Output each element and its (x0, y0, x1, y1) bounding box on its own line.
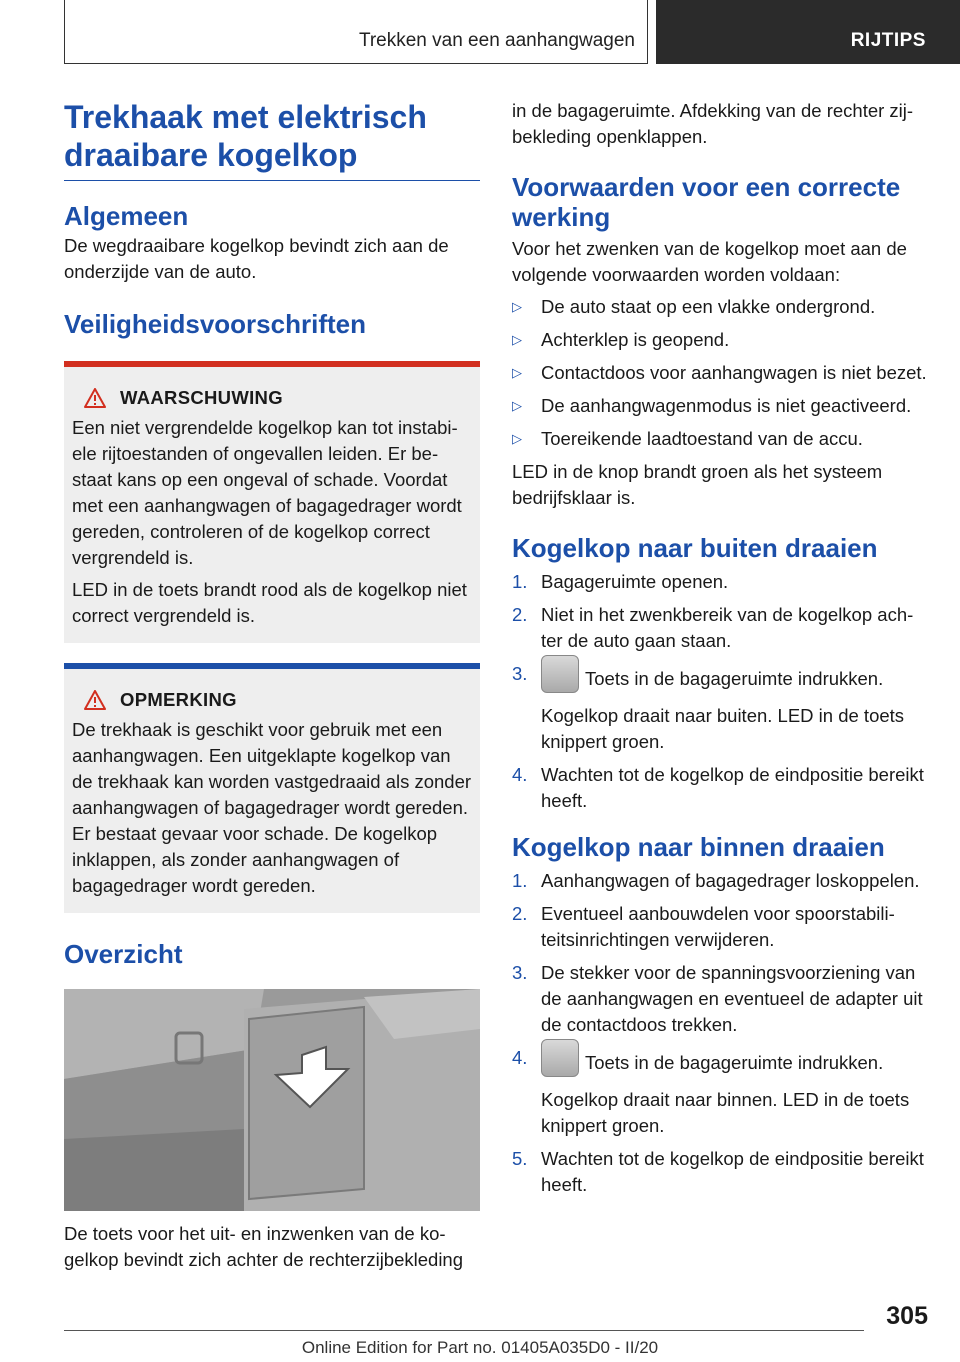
step-body (541, 569, 728, 595)
condition-text: Toereikende laadtoestand van de accu. (541, 428, 863, 449)
out-steps-list (512, 569, 928, 814)
triangle-bullet-icon: ▷ (512, 365, 522, 380)
warning-label: WAARSCHUWING (120, 387, 283, 408)
step-item (512, 602, 928, 654)
warning-box (64, 361, 480, 643)
step-text: Eventueel aanbouwdelen voor spoorstabiliteitsinrichtingen verwijderen. (541, 903, 895, 950)
step-text: Bagageruimte openen. (541, 571, 729, 592)
right-column (512, 98, 928, 1205)
condition-item (512, 327, 928, 353)
continued-text: in de bagageruimte. Afdekking van de rechter zijbekleding openklappen. (512, 100, 914, 147)
step-result-text: Kogelkop draait naar binnen. LED in de toets knippert groen. (541, 1089, 910, 1136)
step-text: Wachten tot de kogelkop de eindpositie bereikt heeft. (541, 1148, 924, 1195)
triangle-bullet-icon: ▷ (512, 431, 522, 446)
step-item (512, 901, 928, 953)
step-number: 2. (512, 903, 528, 924)
step-line (541, 1045, 928, 1083)
page-number: 305 (886, 1302, 928, 1330)
condition-item (512, 426, 928, 452)
conditions-outro: LED in de knop brandt groen als het systeem bedrijfsklaar is. (512, 461, 883, 508)
general-text: De wegdraaibare kogelkop bevindt zich aan de onderzijde van de auto. (64, 235, 449, 282)
step-line (541, 1146, 928, 1198)
step-line (541, 661, 928, 699)
header-section-title: Trekken van een aanhangwagen (358, 30, 635, 51)
step-body (541, 1045, 928, 1139)
step-body (541, 901, 928, 953)
footer-edition: Online Edition for Part no. 01405A035D0 - II/20 (301, 1338, 659, 1357)
left-column (64, 98, 480, 1273)
step-text: Toets in de bagageruimte indrukken. (585, 1051, 884, 1073)
step-item (512, 569, 928, 595)
step-number: 3. (512, 663, 528, 684)
caution-triangle-icon (84, 690, 106, 710)
step-item (512, 762, 928, 814)
step-item (512, 868, 928, 894)
step-number: 3. (512, 962, 528, 983)
header-section-box (64, 0, 648, 64)
note-label: OPMERKING (120, 689, 237, 710)
condition-text: Achterklep is geopend. (541, 329, 730, 350)
step-text: Niet in het zwenkbereik van de kogelkop achter de auto gaan staan. (541, 604, 914, 651)
step-number: 1. (512, 571, 528, 592)
step-number: 4. (512, 764, 528, 785)
step-text: De stekker voor de spanningsvoorziening van de aanhangwagen en eventueel de adapter uit de contactdoos trekken. (541, 962, 923, 1035)
warning-text-2: LED in de toets brandt rood als de kogelkop niet correct vergrendeld is. (72, 579, 467, 626)
step-body (541, 762, 928, 814)
step-number: 5. (512, 1148, 528, 1169)
triangle-bullet-icon: ▷ (512, 332, 522, 347)
step-body (541, 661, 928, 755)
triangle-bullet-icon: ▷ (512, 299, 522, 314)
step-body (541, 602, 928, 654)
step-text: Aanhangwagen of bagagedrager loskoppelen. (541, 870, 920, 891)
step-item (512, 1146, 928, 1198)
note-text: De trekhaak is geschikt voor gebruik met een aanhangwagen. Een uitgeklapte kogelkop van de trekhaak kan worden vastgedraaid als zonder aanhangwagen of bagagedrager wordt gereden. Er bestaat gevaar voor schade. De kogelkop inklappen, als zonder aanhangwagen of bagagedrager wordt gereden. (72, 719, 472, 896)
step-text: Toets in de bagageruimte indrukken. (585, 667, 884, 689)
step-line (541, 602, 928, 654)
footer-divider (64, 1330, 864, 1331)
in-heading: Kogelkop naar binnen draaien (512, 832, 885, 862)
step-line (541, 569, 728, 595)
step-line (541, 868, 920, 894)
step-number: 1. (512, 870, 528, 891)
out-heading: Kogelkop naar buiten draaien (512, 533, 878, 563)
tow-hitch-button-icon (541, 655, 579, 693)
luggage-compartment-photo (64, 989, 480, 1211)
header-chapter-box (656, 0, 960, 64)
step-line (541, 762, 928, 814)
step-body (541, 960, 928, 1038)
step-line (541, 901, 928, 953)
step-result-text: Kogelkop draait naar buiten. LED in de toets knippert groen. (541, 705, 905, 752)
condition-item (512, 393, 928, 419)
condition-text: Contactdoos voor aanhangwagen is niet bezet. (541, 362, 927, 383)
conditions-heading: Voorwaarden voor een correcte werking (512, 172, 901, 232)
step-item (512, 661, 928, 755)
conditions-intro: Voor het zwenken van de kogelkop moet aan de volgende voorwaarden worden voldaan: (512, 238, 907, 285)
step-number: 2. (512, 604, 528, 625)
warning-text-1: Een niet vergrendelde kogelkop kan tot instabiele rijtoestanden of ongevallen leiden. Er bestaat kans op een ongeval of schade. Voordat met een aanhangwagen of bagagedrager wordt gereden, controleren of de kogelkop correct vergrendeld is. (72, 417, 462, 568)
step-line (541, 960, 928, 1038)
in-steps-list (512, 868, 928, 1198)
step-item (512, 960, 928, 1038)
condition-item (512, 294, 928, 320)
step-number: 4. (512, 1047, 528, 1068)
page-title: Trekhaak met elektrisch draaibare kogelkop (64, 98, 480, 181)
condition-item (512, 360, 928, 386)
triangle-bullet-icon: ▷ (512, 398, 522, 413)
warning-triangle-icon (84, 388, 106, 408)
overview-heading: Overzicht (64, 939, 183, 969)
step-body (541, 868, 920, 894)
condition-text: De aanhangwagenmodus is niet geactiveerd. (541, 395, 912, 416)
conditions-list (512, 294, 928, 452)
step-body (541, 1146, 928, 1198)
overview-text: De toets voor het uit- en inzwenken van de kogelkop bevindt zich achter de rechterzijbekleding (64, 1223, 464, 1270)
general-heading: Algemeen (64, 201, 189, 231)
safety-heading: Veiligheidsvoorschriften (64, 309, 366, 339)
condition-text: De auto staat op een vlakke ondergrond. (541, 296, 876, 317)
header-chapter-title: RIJTIPS (850, 30, 926, 51)
tow-hitch-button-icon (541, 1039, 579, 1077)
step-item (512, 1045, 928, 1139)
note-box (64, 663, 480, 913)
step-text: Wachten tot de kogelkop de eindpositie bereikt heeft. (541, 764, 924, 811)
